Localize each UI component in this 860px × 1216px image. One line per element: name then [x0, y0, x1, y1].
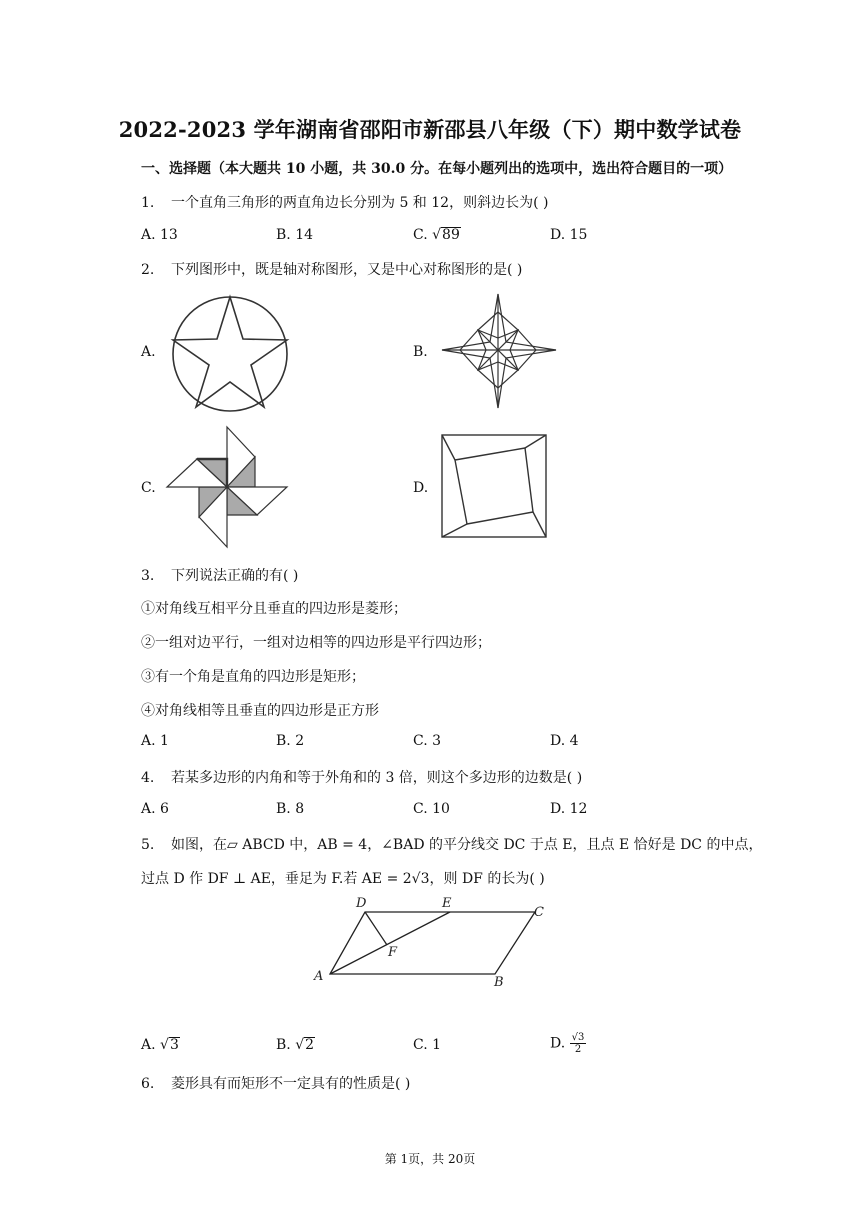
statement-3: ③有一个角是直角的四边形是矩形； — [141, 669, 365, 685]
figure-pinwheel — [167, 427, 287, 547]
statement-1: ①对角线互相平分且垂直的四边形是菱形； — [141, 601, 407, 617]
section-heading: 一、选择题（本大题共 10 小题，共 30.0 分。在每小题列出的选项中，选出符合题目的一项） — [141, 161, 733, 177]
option-d: D. 12 — [550, 801, 588, 817]
figure-nested-squares — [441, 434, 547, 538]
option-b: B. 8 — [276, 801, 305, 817]
figure-star-circle — [170, 294, 290, 414]
option-a: A. √3 — [141, 1037, 179, 1053]
question-text: 菱形具有而矩形不一定具有的性质是( ) — [171, 1076, 411, 1092]
option-c: C. √89 — [413, 227, 460, 243]
figure-eight-point-star — [440, 292, 558, 410]
question-number: 2. — [141, 262, 155, 278]
page-title: 2022-2023 学年湖南省邵阳市新邵县八年级（下）期中数学试卷 — [118, 117, 742, 142]
question-5 — [141, 834, 762, 854]
label-f: F — [388, 945, 398, 960]
option-a: A. 13 — [141, 227, 178, 243]
label-e: E — [442, 896, 452, 911]
option-a-label: A. — [141, 1037, 156, 1053]
sqrt-radicand: 2 — [305, 1037, 315, 1053]
option-c: C. 10 — [413, 801, 450, 817]
page-footer: 第 1页，共 20页 — [384, 1152, 476, 1166]
question-number: 3. — [141, 568, 155, 584]
fraction-denominator: 2 — [574, 1044, 582, 1055]
question-2 — [141, 259, 522, 279]
question-text: 一个直角三角形的两直角边长分别为 5 和 12，则斜边长为( ) — [171, 195, 549, 211]
figure-label-d: D. — [413, 480, 429, 496]
label-c: C — [534, 905, 544, 920]
sqrt-radicand: 3 — [169, 1037, 179, 1053]
question-6 — [141, 1073, 410, 1093]
figure-label-b: B. — [413, 344, 428, 360]
fraction-numerator: √3 — [571, 1032, 585, 1043]
fraction — [570, 1032, 587, 1055]
question-number: 1. — [141, 195, 155, 211]
question-number: 4. — [141, 770, 155, 786]
label-a: A — [314, 969, 324, 984]
question-text-line1: 如图，在▱ ABCD 中，AB = 4，∠BAD 的平分线交 DC 于点 E，且点 E 恰好是 DC 的中点， — [171, 837, 763, 853]
question-4 — [141, 767, 582, 787]
question-text: 下列说法正确的有( ) — [171, 568, 299, 584]
question-3 — [141, 565, 298, 585]
figure-label-c: C. — [141, 480, 156, 496]
question-text: 若某多边形的内角和等于外角和的 3 倍，则这个多边形的边数是( ) — [171, 770, 583, 786]
option-d: D. 4 — [550, 733, 579, 749]
option-b: B. √2 — [276, 1037, 315, 1053]
sqrt-radicand: 89 — [442, 227, 460, 243]
question-number: 6. — [141, 1076, 155, 1092]
label-b: B — [494, 975, 504, 990]
option-b: B. 14 — [276, 227, 314, 243]
figure-label-a: A. — [141, 344, 156, 360]
option-a: A. 1 — [141, 733, 169, 749]
option-b-label: B. — [276, 1037, 291, 1053]
option-c: C. 1 — [413, 1037, 442, 1053]
question-number: 5. — [141, 837, 155, 853]
option-d-label: D. — [550, 1035, 566, 1052]
label-d: D — [356, 896, 367, 911]
option-a: A. 6 — [141, 801, 169, 817]
statement-4: ④对角线相等且垂直的四边形是正方形 — [141, 703, 379, 719]
statement-2: ②一组对边平行，一组对边相等的四边形是平行四边形； — [141, 635, 491, 651]
option-d — [550, 1032, 586, 1055]
option-c: C. 3 — [413, 733, 442, 749]
option-b: B. 2 — [276, 733, 305, 749]
option-d: D. 15 — [550, 227, 588, 243]
question-1 — [141, 192, 548, 212]
question-text: 下列图形中，既是轴对称图形，又是中心对称图形的是( ) — [171, 262, 523, 278]
figure-parallelogram — [310, 894, 560, 989]
question-5-line2: 过点 D 作 DF ⊥ AE，垂足为 F.若 AE = 2√3，则 DF 的长为( ) — [141, 871, 545, 887]
option-c-label: C. — [413, 227, 428, 243]
